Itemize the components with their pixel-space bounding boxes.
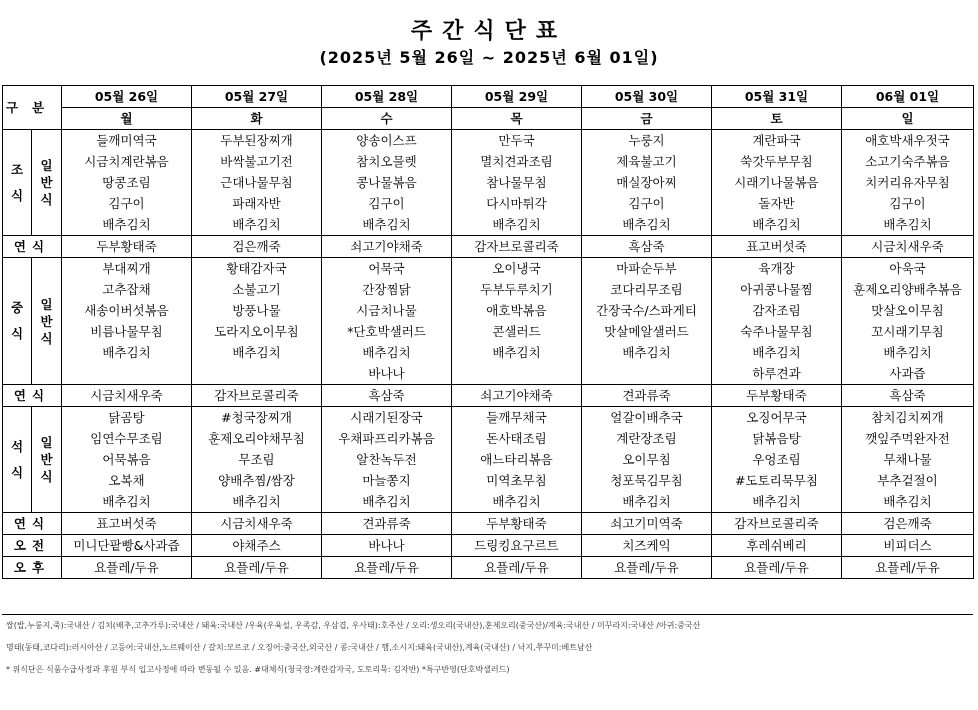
- menu-item: 비피더스: [842, 535, 974, 557]
- menu-item: 쇠고기야채죽: [452, 385, 582, 407]
- lunch-type-label: [32, 258, 62, 385]
- menu-item: 마늘쫑지: [322, 470, 452, 491]
- menu-item: 감자조림: [712, 300, 842, 321]
- label-char: 식: [10, 326, 24, 341]
- menu-item: 두부황태죽: [62, 236, 192, 258]
- menu-item: 바나나: [322, 535, 452, 557]
- menu-item: 배추김치: [322, 342, 452, 363]
- menu-item: 시래기나물볶음: [712, 172, 842, 193]
- menu-item: [452, 363, 582, 385]
- menu-item: 우엉조림: [712, 449, 842, 470]
- origin-note-1: 쌀(밥,누룽지,죽):국내산 / 김치(배추,고추가루):국내산 / 돼육:국내산 /우육(우육설, 우족감, 우삼겹, 우사태):호주산 / 오리:생오리(국내산),훈제오리(중국산)/계육:국내산 / 미꾸라지:국내산 /아귀:중국산: [6, 621, 701, 630]
- menu-item: 제육불고기: [582, 151, 712, 172]
- menu-item: 바싹불고기전: [192, 151, 322, 172]
- pm_snack-label: 오후: [3, 557, 62, 579]
- menu-item: 코다리무조림: [582, 279, 712, 300]
- day-header: 수: [322, 108, 452, 130]
- menu-item: 콩나물볶음: [322, 172, 452, 193]
- menu-item: 두부황태죽: [452, 513, 582, 535]
- menu-item: 육개장: [712, 258, 842, 280]
- menu-item: 임연수무조림: [62, 428, 192, 449]
- menu-item: 시금치새우죽: [62, 385, 192, 407]
- menu-item: 흑삼죽: [842, 385, 974, 407]
- menu-item: 애느타리볶음: [452, 449, 582, 470]
- day-header: 토: [712, 108, 842, 130]
- page-title: 주간식단표: [410, 19, 568, 44]
- menu-item: 시금치나물: [322, 300, 452, 321]
- menu-item: 쇠고기미역죽: [582, 513, 712, 535]
- menu-item: 고추잡채: [62, 279, 192, 300]
- menu-item: 감자브로콜리죽: [192, 385, 322, 407]
- menu-item: 김구이: [842, 193, 974, 214]
- date-header: 05월 29일: [452, 86, 582, 108]
- date-header: 05월 26일: [62, 86, 192, 108]
- label-char: 중: [10, 300, 24, 315]
- menu-item: 요플레/두유: [842, 557, 974, 579]
- menu-item: 계란파국: [712, 130, 842, 152]
- label-char: 식: [40, 330, 53, 346]
- menu-item: 들깨미역국: [62, 130, 192, 152]
- menu-item: 애호박새우젓국: [842, 130, 974, 152]
- menu-item: 매실장아찌: [582, 172, 712, 193]
- menu-item: 요플레/두유: [712, 557, 842, 579]
- menu-item: 오징어무국: [712, 407, 842, 429]
- menu-item: 배추김치: [842, 491, 974, 513]
- menu-item: 후레쉬베리: [712, 535, 842, 557]
- menu-item: 황태감자국: [192, 258, 322, 280]
- menu-item: 청포묵김무침: [582, 470, 712, 491]
- date-range: (2025년 5월 26일 ~ 2025년 6월 01일): [319, 48, 659, 67]
- menu-item: 콘샐러드: [452, 321, 582, 342]
- menu-item: 부추겉절이: [842, 470, 974, 491]
- menu-item: 꼬시래기무침: [842, 321, 974, 342]
- menu-item: 배추김치: [62, 491, 192, 513]
- menu-item: 표고버섯죽: [62, 513, 192, 535]
- label-char: 식: [10, 464, 24, 480]
- breakfast-meal-label: [3, 130, 32, 236]
- date-header: 05월 31일: [712, 86, 842, 108]
- menu-item: 근대나물무침: [192, 172, 322, 193]
- menu-item: 우채파프리카볶음: [322, 428, 452, 449]
- day-header: 월: [62, 108, 192, 130]
- menu-item: 배추김치: [452, 342, 582, 363]
- menu-item: 맛살메알샐러드: [582, 321, 712, 342]
- menu-item: 참치오믈렛: [322, 151, 452, 172]
- menu-item: 배추김치: [712, 491, 842, 513]
- menu-item: 요플레/두유: [452, 557, 582, 579]
- menu-item: 땅콩조림: [62, 172, 192, 193]
- menu-item: 배추김치: [582, 342, 712, 363]
- menu-item: *단호박샐러드: [322, 321, 452, 342]
- menu-item: 김구이: [62, 193, 192, 214]
- menu-item: 미역초무침: [452, 470, 582, 491]
- menu-item: 배추김치: [452, 214, 582, 236]
- menu-item: 들깨무채국: [452, 407, 582, 429]
- menu-item: 멸치견과조림: [452, 151, 582, 172]
- menu-item: 숙주나물무침: [712, 321, 842, 342]
- menu-item: 배추김치: [452, 491, 582, 513]
- label-char: 식: [40, 469, 53, 484]
- footer-notes: [2, 614, 973, 681]
- day-header: 금: [582, 108, 712, 130]
- menu-item: 배추김치: [322, 491, 452, 513]
- menu-item: 견과류죽: [322, 513, 452, 535]
- menu-item: [62, 363, 192, 385]
- label-char: 식: [10, 187, 24, 203]
- menu-item: 흑삼죽: [582, 236, 712, 258]
- menu-item: [582, 363, 712, 385]
- date-header: 05월 28일: [322, 86, 452, 108]
- label-char: 일: [40, 435, 53, 450]
- menu-item: 요플레/두유: [62, 557, 192, 579]
- menu-item: 어묵국: [322, 258, 452, 280]
- menu-item: 방풍나물: [192, 300, 322, 321]
- menu-item: 시금치새우죽: [192, 513, 322, 535]
- origin-note-2: 명태(동태,코다리):러시아산 / 고등어:국내산,노르웨이산 / 갈치:모르코 / 오징어:중국산,외국산 / 콩:국내산 / 햄,소시지:돼육(국내산),계육(국내산) / 낙지,쭈꾸미:베트남산: [6, 643, 593, 652]
- menu-item: 감자브로콜리죽: [712, 513, 842, 535]
- label-char: 반: [40, 175, 53, 190]
- menu-item: 돌자반: [712, 193, 842, 214]
- menu-item: 배추김치: [842, 214, 974, 236]
- menu-item: 치즈케익: [582, 535, 712, 557]
- label-char: 일: [40, 158, 53, 173]
- menu-item: 요플레/두유: [192, 557, 322, 579]
- label-char: 반: [40, 452, 53, 467]
- menu-item: 소고기숙주볶음: [842, 151, 974, 172]
- menu-item: 비름나물무침: [62, 321, 192, 342]
- menu-item: 배추김치: [582, 214, 712, 236]
- menu-item: 맛살오이무침: [842, 300, 974, 321]
- menu-item: 표고버섯죽: [712, 236, 842, 258]
- day-header: 화: [192, 108, 322, 130]
- snack1-label: 연식: [3, 236, 62, 258]
- menu-item: 바나나: [322, 363, 452, 385]
- menu-item: 야채주스: [192, 535, 322, 557]
- menu-item: 두부황태죽: [712, 385, 842, 407]
- menu-item: 얼갈이배추국: [582, 407, 712, 429]
- menu-item: 훈제오리양배추볶음: [842, 279, 974, 300]
- menu-item: 소불고기: [192, 279, 322, 300]
- menu-item: 다시마튀각: [452, 193, 582, 214]
- snack2-label: 연식: [3, 385, 62, 407]
- menu-item: 닭볶음탕: [712, 428, 842, 449]
- menu-item: 아귀콩나물찜: [712, 279, 842, 300]
- menu-item: 참치김치찌개: [842, 407, 974, 429]
- menu-item: 배추김치: [62, 342, 192, 363]
- gubun-label: 구분: [3, 86, 62, 130]
- menu-item: 흑삼죽: [322, 385, 452, 407]
- date-header: 05월 27일: [192, 86, 322, 108]
- menu-item: 부대찌개: [62, 258, 192, 280]
- menu-item: 도라지오이무침: [192, 321, 322, 342]
- menu-item: #청국장찌개: [192, 407, 322, 429]
- menu-table: [2, 85, 974, 579]
- menu-item: 오복채: [62, 470, 192, 491]
- menu-item: 돈사태조림: [452, 428, 582, 449]
- menu-item: 시래기된장국: [322, 407, 452, 429]
- menu-item: 배추김치: [712, 214, 842, 236]
- menu-item: 애호박볶음: [452, 300, 582, 321]
- dinner-meal-label: [3, 407, 32, 513]
- menu-item: 하루견과: [712, 363, 842, 385]
- menu-item: 요플레/두유: [582, 557, 712, 579]
- menu-item: #도토리묵무침: [712, 470, 842, 491]
- menu-item: 계란장조림: [582, 428, 712, 449]
- menu-item: 시금치계란볶음: [62, 151, 192, 172]
- menu-item: 드링킹요구르트: [452, 535, 582, 557]
- menu-item: 견과류죽: [582, 385, 712, 407]
- menu-item: 시금치새우죽: [842, 236, 974, 258]
- menu-item: 요플레/두유: [322, 557, 452, 579]
- menu-item: 쇠고기야채죽: [322, 236, 452, 258]
- menu-item: 무채나물: [842, 449, 974, 470]
- breakfast-type-label: [32, 130, 62, 236]
- menu-item: 양송이스프: [322, 130, 452, 152]
- menu-item: [192, 363, 322, 385]
- menu-item: 어묵볶음: [62, 449, 192, 470]
- menu-item: 오이무침: [582, 449, 712, 470]
- menu-item: 만두국: [452, 130, 582, 152]
- label-char: 일: [40, 296, 53, 312]
- menu-item: 검은깨죽: [842, 513, 974, 535]
- menu-item: 파래자반: [192, 193, 322, 214]
- menu-item: 훈제오리야채무침: [192, 428, 322, 449]
- menu-item: 새송이버섯볶음: [62, 300, 192, 321]
- menu-item: 배추김치: [62, 214, 192, 236]
- dinner-type-label: [32, 407, 62, 513]
- menu-item: 배추김치: [712, 342, 842, 363]
- menu-item: 참나물무침: [452, 172, 582, 193]
- date-header: 05월 30일: [582, 86, 712, 108]
- menu-item: 배추김치: [322, 214, 452, 236]
- label-char: 반: [40, 313, 53, 329]
- menu-item: 쑥갓두부무침: [712, 151, 842, 172]
- menu-item: 닭곰탕: [62, 407, 192, 429]
- menu-item: 누룽지: [582, 130, 712, 152]
- menu-item: 김구이: [582, 193, 712, 214]
- menu-item: 감자브로콜리죽: [452, 236, 582, 258]
- day-header: 목: [452, 108, 582, 130]
- menu-item: 양배추찜/쌈장: [192, 470, 322, 491]
- menu-item: 배추김치: [192, 214, 322, 236]
- menu-item: 배추김치: [582, 491, 712, 513]
- menu-item: 무조림: [192, 449, 322, 470]
- menu-item: 아욱국: [842, 258, 974, 280]
- menu-item: 간장찜닭: [322, 279, 452, 300]
- menu-item: 알찬녹두전: [322, 449, 452, 470]
- am_snack-label: 오전: [3, 535, 62, 557]
- label-char: 조: [10, 161, 24, 177]
- menu-note: * 위식단은 식품수급사정과 후원 부식 입고사정에 따라 변동될 수 있음. #대체식(청국장:계란감자국, 도토리묵: 김자반) *특구반영(단호박샐러드): [6, 665, 510, 674]
- menu-item: 사과즙: [842, 363, 974, 385]
- menu-item: 치커리유자무침: [842, 172, 974, 193]
- menu-item: 배추김치: [192, 342, 322, 363]
- menu-item: 미니단팥빵&사과즙: [62, 535, 192, 557]
- snack3-label: 연식: [3, 513, 62, 535]
- menu-item: 검은깨죽: [192, 236, 322, 258]
- date-header: 06월 01일: [842, 86, 974, 108]
- label-char: 석: [10, 438, 24, 454]
- menu-item: 배추김치: [192, 491, 322, 513]
- menu-item: 깻잎주먹완자전: [842, 428, 974, 449]
- menu-item: 마파순두부: [582, 258, 712, 280]
- menu-item: 간장국수/스파게티: [582, 300, 712, 321]
- lunch-meal-label: [3, 258, 32, 385]
- menu-item: 두부된장찌개: [192, 130, 322, 152]
- menu-item: 김구이: [322, 193, 452, 214]
- menu-item: 배추김치: [842, 342, 974, 363]
- day-header: 일: [842, 108, 974, 130]
- menu-item: 오이냉국: [452, 258, 582, 280]
- menu-item: 두부두루치기: [452, 279, 582, 300]
- label-char: 식: [40, 192, 53, 207]
